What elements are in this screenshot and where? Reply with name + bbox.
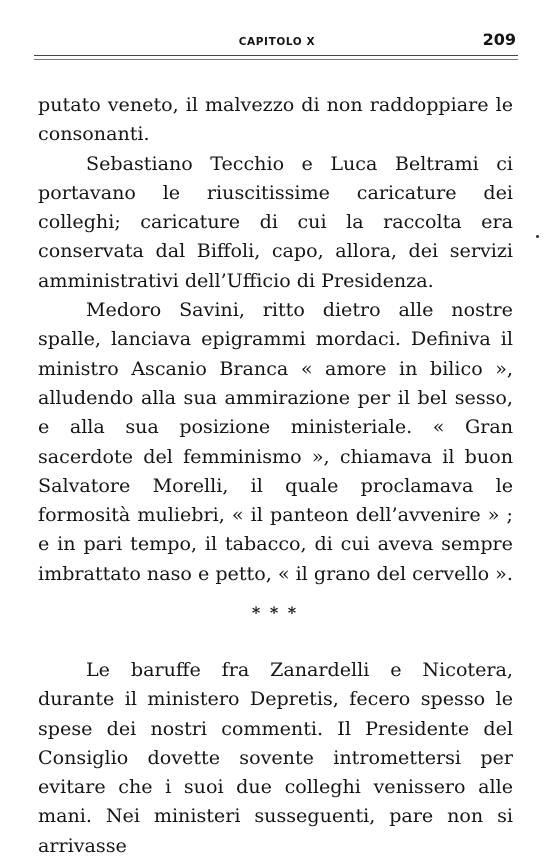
paragraph-tecchio-beltrami: Sebastiano Tecchio e Luca Beltrami ci portavano le riuscitissime caricature dei colleghi; caricature di cui la raccolta era conservata dal Biffoli, capo, allora, dei servizi amministrativi dell’Ufficio di Presidenza. (38, 151, 513, 292)
paragraph-medoro-savini: Medoro Savini, ritto dietro alle nostre spalle, lanciava epigrammi mordaci. Definiva il ministro Ascanio Branca « amore in bilico », alludendo alla sua ammirazione per il bel sesso, e alla sua posizione ministeriale. « Gran sacerdote del femminismo », chiamava il buon Salvatore Morelli, il quale proclamava le formosità muliebri, « il panteon dell’avvenire » ; e in pari tempo, il tabacco, di cui aveva sempre imbrattato naso e petto, « il grano del cervello ». (38, 298, 513, 585)
print-speck (536, 235, 539, 238)
paragraph-zanardelli-nicotera: Le baruffe fra Zanardelli e Nicotera, durante il ministero Depretis, fecero spesso le spese dei nostri commenti. Il Presidente del Consiglio dovette sovente intromettersi per evitare che i suoi due colleghi venissero alle mani. Nei ministeri susseguenti, pare non si arrivasse (38, 658, 513, 857)
header-rule (34, 55, 518, 60)
text-block-after-separator (38, 655, 513, 860)
page-number: 209 (482, 30, 516, 49)
chapter-title: CAPITOLO X (238, 36, 316, 48)
section-separator: * * * (251, 603, 299, 622)
running-head (38, 30, 516, 52)
text-block-before-separator (38, 90, 513, 588)
paragraph-continuation: putato veneto, il malvezzo di non raddoppiare le consonanti. (38, 93, 513, 146)
